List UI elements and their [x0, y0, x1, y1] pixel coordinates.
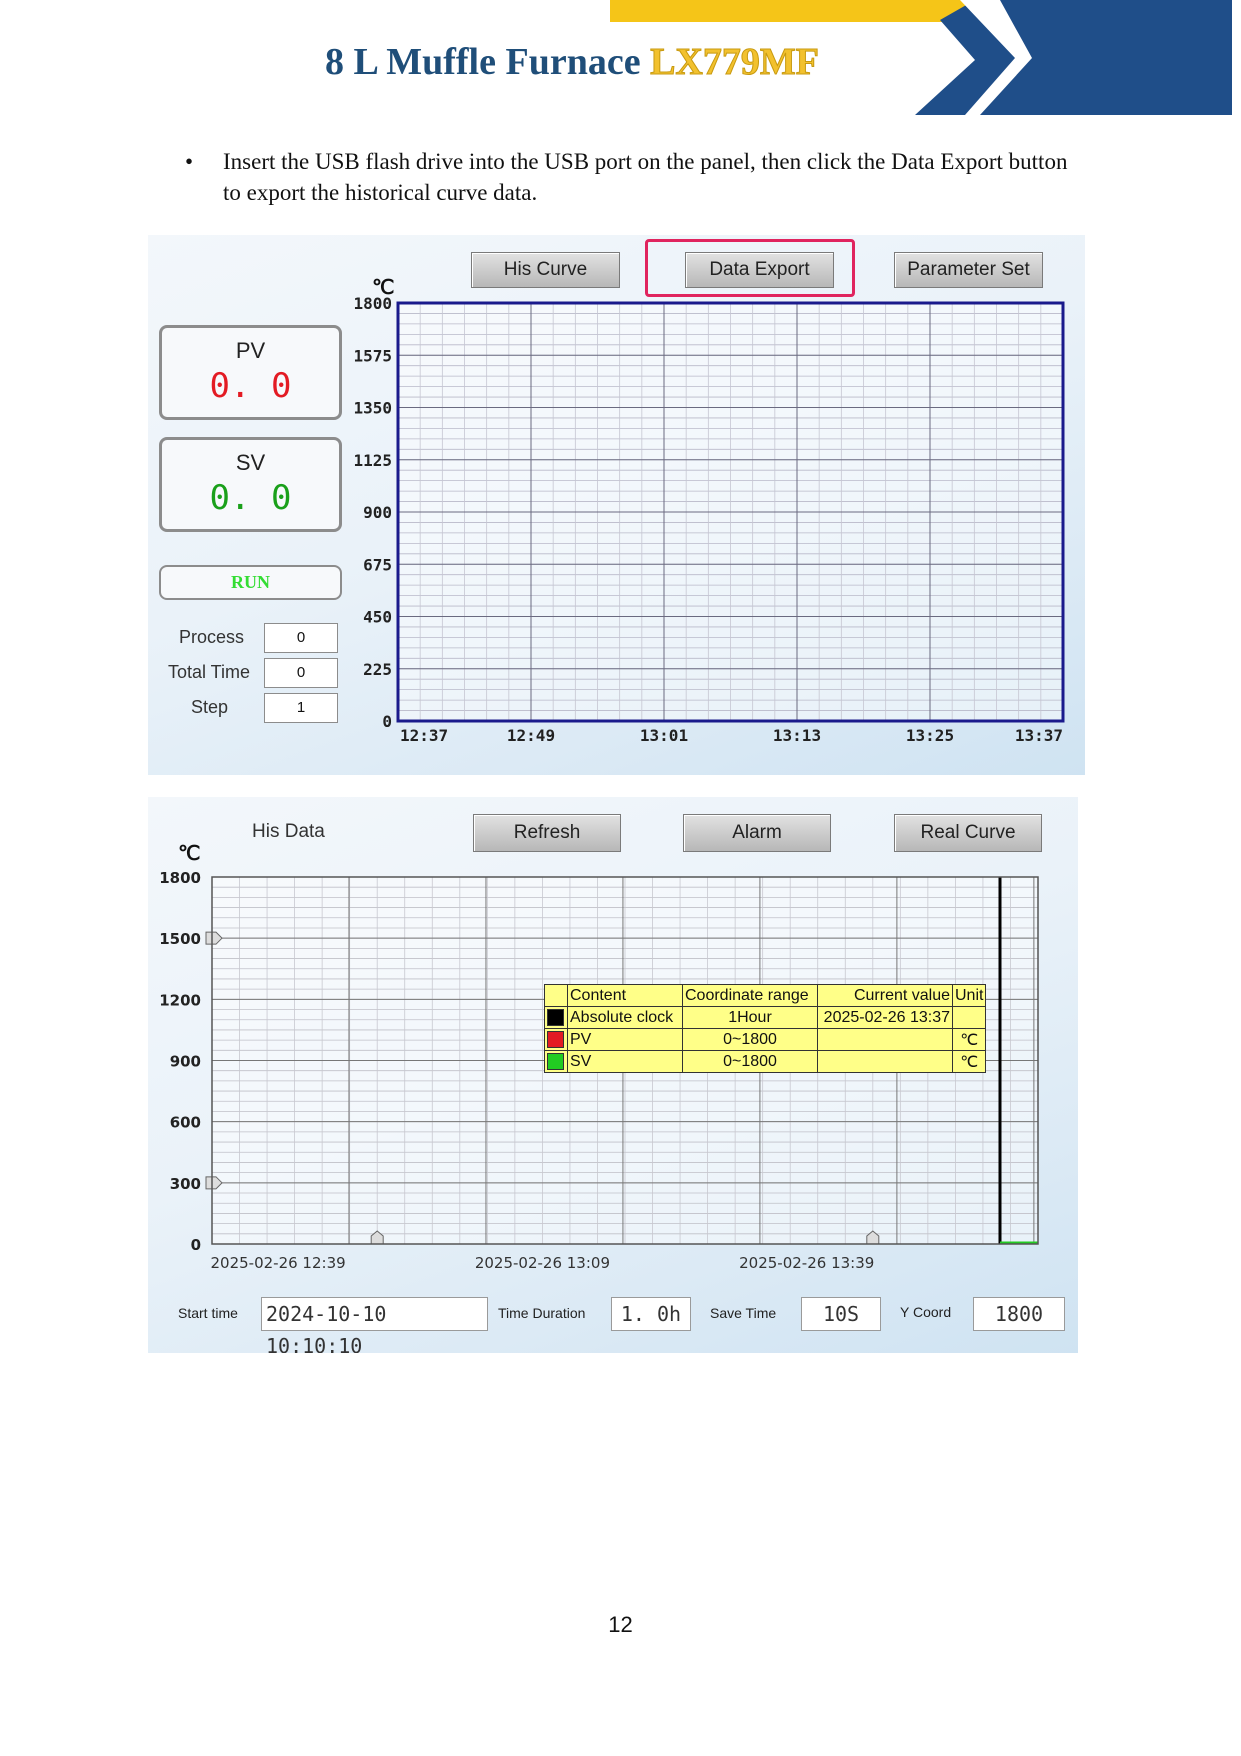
data-export-button[interactable]: Data Export — [685, 252, 834, 288]
start-time-field[interactable]: 2024-10-10 10:10:10 — [261, 1297, 488, 1331]
x-tick-label: 13:37 — [1014, 726, 1063, 745]
y-coord-field[interactable]: 1800 — [973, 1297, 1065, 1331]
x-tick-label: 13:13 — [772, 726, 822, 745]
legend-row-name: SV — [568, 1051, 683, 1073]
y-tick-label: 0 — [190, 1236, 201, 1254]
legend-row-name: Absolute clock — [568, 1007, 683, 1029]
y-tick-label: 1800 — [159, 869, 201, 887]
save-time-field[interactable]: 10S — [801, 1297, 881, 1331]
legend-row — [545, 1007, 986, 1029]
process-value: 0 — [264, 623, 338, 653]
screen2-chart — [148, 797, 1078, 1353]
y-tick-label: 675 — [363, 555, 392, 575]
time-duration-field[interactable]: 1. 0h — [611, 1297, 691, 1331]
y-tick-label: 1200 — [159, 991, 201, 1010]
pv-display — [159, 325, 342, 420]
step-label: Step — [190, 697, 228, 717]
legend-header-current: Current value — [818, 985, 953, 1007]
document-title — [325, 40, 819, 84]
legend-header-content: Content — [568, 985, 683, 1007]
legend-row-current: 2025-02-26 13:37 — [818, 1007, 953, 1029]
y-tick-label: 1350 — [353, 398, 392, 418]
run-label: RUN — [231, 572, 270, 592]
clock-swatch — [547, 1009, 564, 1026]
legend-header-unit: Unit — [953, 985, 986, 1007]
y-tick-label: 450 — [363, 607, 392, 627]
legend-row — [545, 1029, 986, 1051]
total-time-label: Total Time — [167, 662, 250, 682]
y-tick-label: 1125 — [353, 450, 392, 470]
legend-row-range: 1Hour — [683, 1007, 818, 1029]
legend-row-unit — [953, 1007, 986, 1029]
real-curve-button[interactable]: Real Curve — [894, 814, 1042, 852]
pv-value: 0. 0 — [209, 366, 292, 406]
his-curve-button[interactable]: His Curve — [471, 252, 620, 288]
legend-row-unit: ℃ — [953, 1051, 986, 1073]
x-tick-label: 2025-02-26 12:39 — [210, 1254, 346, 1272]
refresh-button[interactable]: Refresh — [473, 814, 621, 852]
y-tick-label: 900 — [169, 1052, 201, 1071]
run-button[interactable] — [159, 565, 342, 600]
legend-header-row — [545, 985, 986, 1007]
sv-display — [159, 437, 342, 532]
instruction-text: Insert the USB flash drive into the USB port on the panel, then click the Data Export button to export the historical curve data. — [223, 149, 1068, 205]
x-tick-label: 2025-02-26 13:09 — [474, 1254, 610, 1272]
step-value: 1 — [264, 693, 338, 723]
bullet-icon: • — [185, 149, 194, 174]
y-tick-label: 600 — [169, 1113, 201, 1132]
legend-row-current — [818, 1029, 953, 1051]
screen2-panel — [148, 797, 1078, 1353]
sv-value: 0. 0 — [209, 478, 292, 518]
save-time-label: Save Time — [710, 1305, 777, 1321]
y-tick-label: 0 — [382, 712, 392, 731]
process-label: Process — [178, 627, 244, 647]
s1-unit-label: ℃ — [372, 277, 395, 299]
legend-row-range: 0~1800 — [683, 1029, 818, 1051]
legend-row-range: 0~1800 — [683, 1051, 818, 1073]
y-tick-label: 1500 — [159, 930, 201, 949]
legend-row-name: PV — [568, 1029, 683, 1051]
parameter-set-button[interactable]: Parameter Set — [894, 252, 1043, 288]
title-prefix: 8 L Muffle Furnace — [325, 41, 641, 83]
pv-label: PV — [235, 338, 266, 363]
highlight-box — [645, 239, 855, 297]
legend-header-range: Coordinate range — [683, 985, 818, 1007]
sv-label: SV — [235, 450, 266, 475]
pv-swatch — [547, 1031, 564, 1048]
alarm-button[interactable]: Alarm — [683, 814, 831, 852]
x-tick-label: 12:37 — [400, 726, 449, 745]
x-tick-label: 12:49 — [506, 726, 556, 745]
sv-swatch — [547, 1053, 564, 1070]
legend-row-current — [818, 1051, 953, 1073]
title-model: LX779MF — [650, 41, 819, 83]
total-time-value: 0 — [264, 658, 338, 688]
y-coord-label: Y Coord — [900, 1304, 952, 1320]
x-tick-label: 13:01 — [639, 726, 689, 745]
his-data-title: His Data — [252, 821, 325, 842]
y-tick-label: 225 — [363, 659, 392, 679]
x-tick-label: 13:25 — [905, 726, 955, 745]
s2-unit-label: ℃ — [178, 843, 201, 865]
y-tick-label: 1800 — [353, 294, 392, 313]
start-time-label: Start time — [178, 1305, 238, 1321]
y-tick-label: 900 — [363, 503, 392, 522]
page-number: 12 — [608, 1612, 633, 1637]
y-tick-label: 300 — [169, 1174, 201, 1193]
time-duration-label: Time Duration — [498, 1305, 586, 1321]
legend-table — [544, 984, 986, 1073]
y-tick-label: 1575 — [353, 346, 392, 366]
legend-row — [545, 1051, 986, 1073]
legend-row-unit: ℃ — [953, 1029, 986, 1051]
screen1-panel — [148, 235, 1085, 775]
x-tick-label: 2025-02-26 13:39 — [739, 1254, 875, 1272]
